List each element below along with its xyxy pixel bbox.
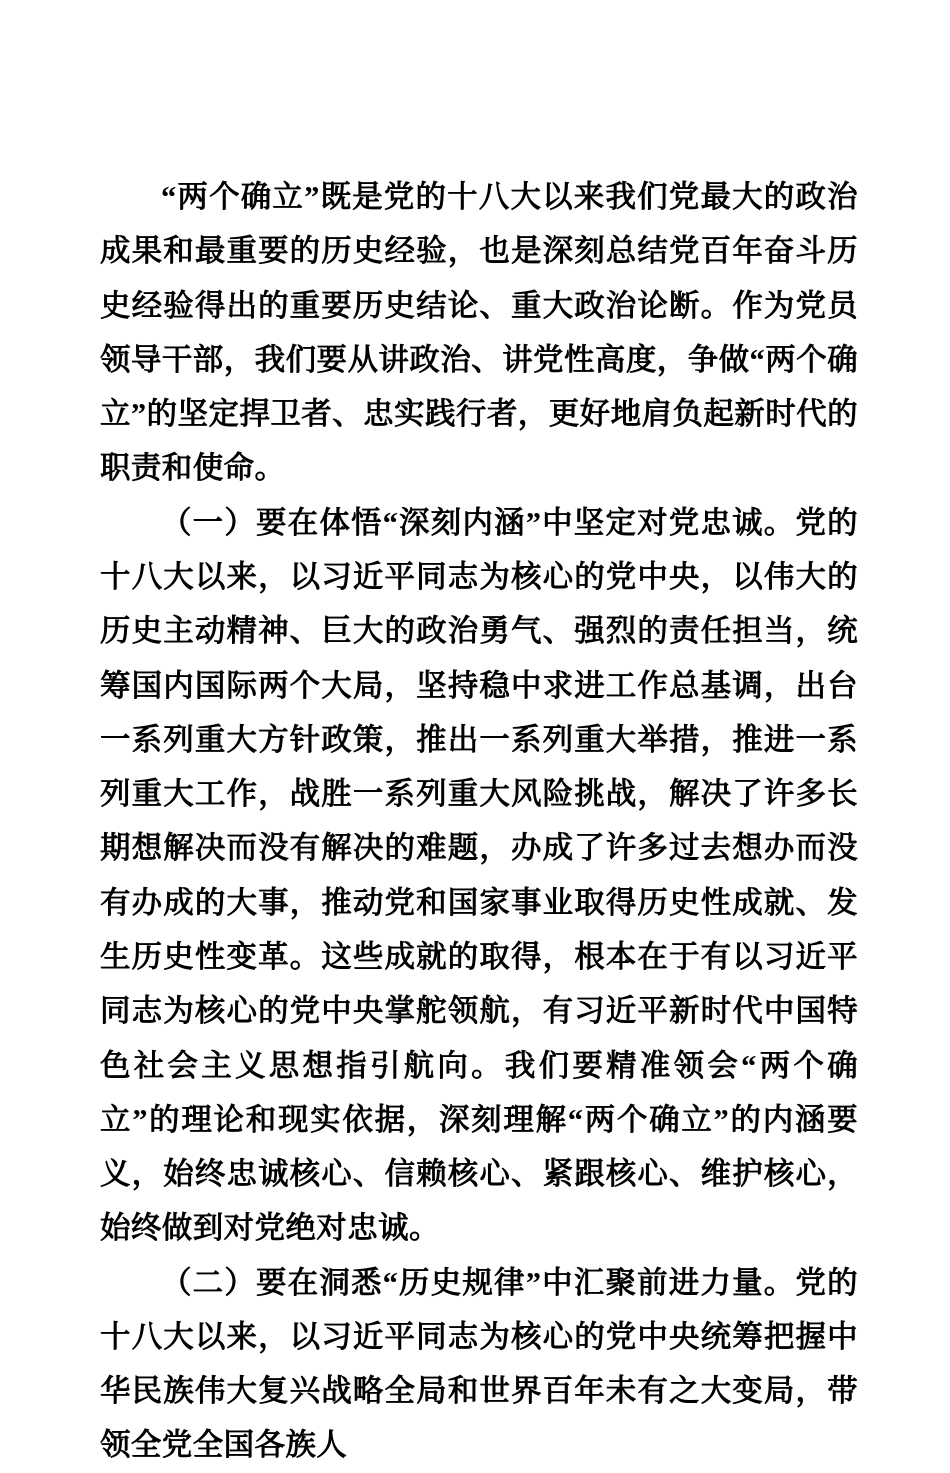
- paragraph-1: “两个确立”既是党的十八大以来我们党最大的政治成果和最重要的历史经验，也是深刻总结党百年奋斗历史经验得出的重要历史结论、重大政治论断。作为党员领导干部，我们要从讲政治、讲党性高度，争做“两个确立”的坚定捍卫者、忠实践行者，更好地肩负起新时代的职责和使命。: [100, 180, 858, 486]
- paragraph-2: （一）要在体悟“深刻内涵”中坚定对党忠诚。党的十八大以来，以习近平同志为核心的党中央，以伟大的历史主动精神、巨大的政治勇气、强烈的责任担当，统筹国内国际两个大局，坚持稳中求进工作总基调，出台一系列重大方针政策，推出一系列重大举措，推进一系列重大工作，战胜一系列重大风险挑战，解决了许多长期想解决而没有解决的难题，办成了许多过去想办而没有办成的大事，推动党和国家事业取得历史性成就、发生历史性变革。这些成就的取得，根本在于有以习近平同志为核心的党中央掌舵领航，有习近平新时代中国特色社会主义思想指引航向。我们要精准领会“两个确立”的理论和现实依据，深刻理解“两个确立”的内涵要义，始终忠诚核心、信赖核心、紧跟核心、维护核心，始终做到对党绝对忠诚。: [100, 505, 858, 1246]
- document-body: [100, 170, 858, 1473]
- paragraph-3: （二）要在洞悉“历史规律”中汇聚前进力量。党的十八大以来，以习近平同志为核心的党中央统筹把握中华民族伟大复兴战略全局和世界百年未有之大变局，带领全党全国各族人: [100, 1265, 858, 1463]
